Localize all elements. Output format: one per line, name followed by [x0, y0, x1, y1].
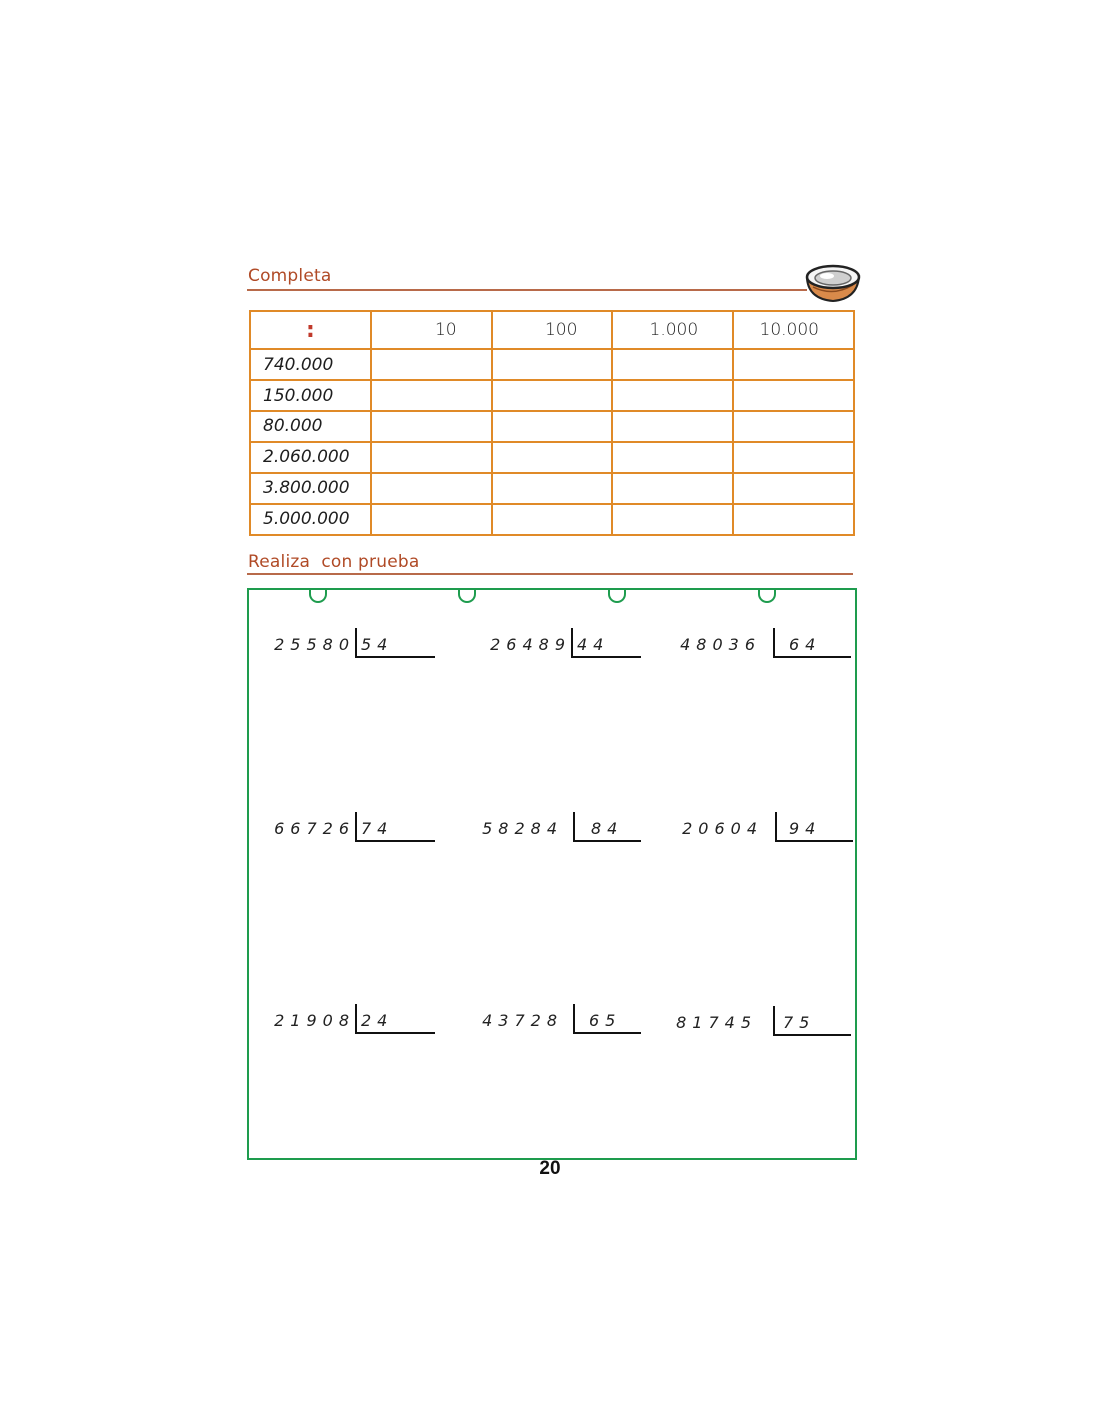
answer-cell[interactable] [492, 411, 613, 442]
answer-cell[interactable] [612, 473, 733, 504]
answer-cell[interactable] [371, 473, 492, 504]
division-bracket [573, 812, 575, 842]
answer-cell[interactable] [612, 411, 733, 442]
division-bracket [355, 812, 357, 842]
dividend: 81745 [676, 1013, 757, 1032]
division-table [249, 310, 855, 536]
quotient-line [355, 840, 435, 842]
realiza-title: Realiza con prueba [248, 552, 420, 572]
completa-title-rule [247, 289, 807, 291]
answer-cell[interactable] [492, 442, 613, 473]
dividend: 25580 [274, 635, 355, 654]
answer-cell[interactable] [492, 349, 613, 380]
divisor: 84 [591, 819, 624, 838]
quotient-line [573, 1032, 641, 1034]
table-header-row [250, 311, 854, 349]
answer-cell[interactable] [492, 504, 613, 535]
dividend: 43728 [482, 1011, 563, 1030]
table-row [250, 442, 854, 473]
quotient-line [773, 1034, 851, 1036]
quotient-line [573, 840, 641, 842]
divisor: 44 [577, 635, 610, 654]
row-label: 740.000 [250, 349, 371, 380]
division-bracket [775, 812, 777, 842]
completa-title: Completa [248, 266, 332, 286]
division-operator: : [305, 317, 315, 343]
divisor: 75 [783, 1013, 816, 1032]
answer-cell[interactable] [733, 349, 854, 380]
quotient-line [773, 656, 851, 658]
division-bracket [773, 1006, 775, 1036]
answer-cell[interactable] [492, 473, 613, 504]
answer-cell[interactable] [371, 442, 492, 473]
answer-cell[interactable] [612, 504, 733, 535]
division-bracket [355, 628, 357, 658]
realiza-title-rule [247, 573, 853, 575]
answer-cell[interactable] [612, 349, 733, 380]
dividend: 26489 [490, 635, 571, 654]
division-bracket [571, 628, 573, 658]
divisor: 74 [361, 819, 394, 838]
work-area-box[interactable] [247, 588, 857, 1160]
answer-cell[interactable] [733, 504, 854, 535]
answer-cell[interactable] [492, 380, 613, 411]
answer-cell[interactable] [733, 411, 854, 442]
division-bracket [773, 628, 775, 658]
column-header: 10 [371, 311, 492, 349]
division-bracket [355, 1004, 357, 1034]
answer-cell[interactable] [371, 380, 492, 411]
quotient-line [571, 656, 641, 658]
answer-cell[interactable] [612, 380, 733, 411]
answer-cell[interactable] [371, 349, 492, 380]
row-label: 150.000 [250, 380, 371, 411]
table-row [250, 411, 854, 442]
answer-cell[interactable] [733, 380, 854, 411]
dividend: 48036 [680, 635, 761, 654]
row-label: 5.000.000 [250, 504, 371, 535]
table-row [250, 473, 854, 504]
answer-cell[interactable] [733, 442, 854, 473]
divisor: 54 [361, 635, 394, 654]
answer-cell[interactable] [612, 442, 733, 473]
divisor: 94 [789, 819, 822, 838]
coconut-shell-icon [803, 261, 863, 303]
row-label: 3.800.000 [250, 473, 371, 504]
dividend: 66726 [274, 819, 355, 838]
table-row [250, 504, 854, 535]
table-row [250, 380, 854, 411]
column-header: 10.000 [733, 311, 854, 349]
dividend: 20604 [682, 819, 763, 838]
row-label: 80.000 [250, 411, 371, 442]
division-bracket [573, 1004, 575, 1034]
divisor: 24 [361, 1011, 394, 1030]
quotient-line [355, 1032, 435, 1034]
table-row [250, 349, 854, 380]
dividend: 21908 [274, 1011, 355, 1030]
operator-cell [250, 311, 371, 349]
divisor: 64 [789, 635, 822, 654]
answer-cell[interactable] [371, 504, 492, 535]
column-header: 100 [492, 311, 613, 349]
quotient-line [355, 656, 435, 658]
answer-cell[interactable] [371, 411, 492, 442]
answer-cell[interactable] [733, 473, 854, 504]
divisor: 65 [589, 1011, 622, 1030]
column-header: 1.000 [612, 311, 733, 349]
row-label: 2.060.000 [250, 442, 371, 473]
page-number: 20 [539, 1158, 561, 1179]
quotient-line [775, 840, 853, 842]
dividend: 58284 [482, 819, 563, 838]
